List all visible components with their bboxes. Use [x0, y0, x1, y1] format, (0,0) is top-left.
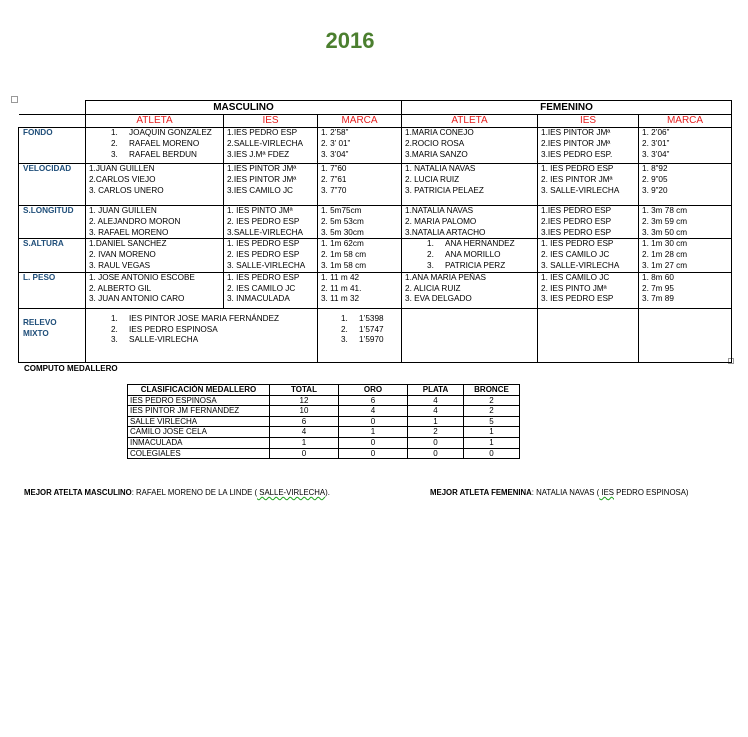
- list-number: 1.: [111, 313, 118, 323]
- school-name: 2. IES PINTO JMª: [541, 283, 607, 293]
- male-athletes-cell: [86, 128, 224, 164]
- school-name: 3.IES J.Mª FDEZ: [227, 149, 290, 159]
- mark-value: 1’5747: [359, 324, 384, 334]
- mark-value: 1. 2’58”: [321, 128, 349, 137]
- school-name: COLEGIALES: [128, 448, 270, 459]
- female-marks-cell: [639, 239, 732, 272]
- athlete-name: 1. NATALIA NAVAS: [405, 164, 476, 173]
- school-name: 1. IES PEDRO ESP: [227, 272, 300, 282]
- gold-value: 0: [339, 416, 408, 427]
- male-athletes-cell: [86, 272, 224, 308]
- event-name: S.LONGITUD: [19, 206, 86, 239]
- school-name: 2.IES PINTOR JMª: [227, 174, 297, 184]
- silver-value: 2: [408, 427, 464, 438]
- athlete-name: 3. PATRICIA PELAEZ: [405, 185, 484, 195]
- mark-value: 2. 7”61: [321, 174, 347, 184]
- relay-marks-cell: [318, 308, 402, 362]
- gold-value: 0: [339, 437, 408, 448]
- bronze-value: 1: [464, 437, 520, 448]
- school-name: 3. SALLE-VIRLECHA: [541, 185, 620, 195]
- mark-value: 2. 1m 28 cm: [642, 250, 688, 260]
- team-name: SALLE-VIRLECHA: [129, 335, 199, 345]
- male-schools-cell: [224, 239, 318, 272]
- list-number: 1.: [111, 128, 118, 137]
- list-number: 2.: [341, 324, 348, 334]
- female-athletes-cell: [402, 206, 538, 239]
- female-marks-cell: [639, 272, 732, 308]
- athlete-name: RAFAEL BERDUN: [129, 149, 197, 159]
- mark-value: 2. 9”05: [642, 174, 668, 184]
- athlete-name: RAFAEL MORENO: [129, 138, 200, 148]
- athlete-name: JOAQUIN GONZALEZ: [129, 128, 212, 137]
- mark-value: 1. 2’06”: [642, 128, 670, 137]
- mark-value: 2. 3m 59 cm: [642, 216, 688, 226]
- female-schools-cell: [538, 128, 639, 164]
- school-name: 1. IES CAMILO JC: [541, 272, 610, 282]
- mark-value: 3. 3’04”: [642, 149, 670, 159]
- best-male-text: : RAFAEL MORENO DE LA LINDE (: [131, 488, 258, 497]
- event-row-relevo: [19, 308, 732, 362]
- event-name: L. PESO: [19, 272, 86, 308]
- school-name: 1.IES PEDRO ESP: [541, 206, 612, 215]
- school-name: 1. IES PINTO JMª: [227, 206, 293, 215]
- school-name: 3.IES CAMILO JC: [227, 185, 293, 195]
- mark-value: 2. 5m 53cm: [321, 216, 364, 226]
- athlete-name: PATRICIA PERZ: [445, 260, 506, 270]
- school-name: 3. IES PEDRO ESP: [541, 294, 614, 304]
- athlete-name: 3.MARIA SANZO: [405, 149, 468, 159]
- mark-value: 1. 3m 78 cm: [642, 206, 688, 215]
- mark-value: 2. 1m 58 cm: [321, 250, 367, 260]
- male-schools-cell: [224, 128, 318, 164]
- athlete-name: 2. ALBERTO GIL: [89, 283, 152, 293]
- table-row: [128, 406, 520, 417]
- gold-value: 6: [339, 395, 408, 406]
- mark-value: 1. 11 m 42: [321, 272, 360, 282]
- bronze-value: 0: [464, 448, 520, 459]
- school-name: 3.IES PEDRO ESP: [541, 227, 612, 237]
- female-athletes-cell: [402, 239, 538, 272]
- male-marks-cell: [318, 206, 402, 239]
- silver-value: 0: [408, 437, 464, 448]
- event-row-altura: [19, 239, 732, 272]
- table-row: [128, 448, 520, 459]
- event-name: VELOCIDAD: [19, 164, 86, 206]
- male-marks-cell: [318, 239, 402, 272]
- bronze-value: 1: [464, 427, 520, 438]
- athlete-name: 2. LUCIA RUIZ: [405, 174, 460, 184]
- athlete-name: 1.NATALIA NAVAS: [405, 206, 474, 215]
- list-number: 3.: [427, 260, 434, 270]
- mark-value: 3. 1m 27 cm: [642, 260, 688, 270]
- school-name: 2. IES CAMILO JC: [227, 283, 296, 293]
- school-name: 1. IES PEDRO ESP: [541, 239, 614, 249]
- header-row-columns: [19, 115, 732, 128]
- best-male-athlete: [24, 488, 330, 497]
- athlete-name: 2.ROCIO ROSA: [405, 138, 465, 148]
- empty-cell: [639, 308, 732, 362]
- list-number: 2.: [111, 138, 118, 148]
- mark-value: 3. 1m 58 cm: [321, 260, 367, 270]
- school-name: INMACULADA: [128, 437, 270, 448]
- athlete-name: 2.CARLOS VIEJO: [89, 174, 156, 184]
- athlete-name: 1.JUAN GUILLEN: [89, 164, 155, 173]
- school-name: 1.IES PINTOR JMª: [227, 164, 297, 173]
- mark-value: 1’5970: [359, 335, 384, 345]
- school-name: IES PEDRO ESPINOSA: [128, 395, 270, 406]
- total-value: 0: [270, 448, 339, 459]
- athlete-name: 1.ANA MARIA PEÑAS: [405, 272, 487, 282]
- event-row-fondo: [19, 128, 732, 164]
- list-number: 2.: [427, 250, 434, 260]
- male-schools-cell: [224, 164, 318, 206]
- school-name: 3.IES PEDRO ESP.: [541, 149, 613, 159]
- event-name: FONDO: [19, 128, 86, 164]
- athlete-name: 2. MARIA PALOMO: [405, 216, 477, 226]
- silver-value: 1: [408, 416, 464, 427]
- school-name: 1.IES PEDRO ESP: [227, 128, 298, 137]
- header-male-school: IES: [224, 115, 318, 128]
- silver-value: 4: [408, 406, 464, 417]
- total-value: 6: [270, 416, 339, 427]
- relay-name-line2: MIXTO: [23, 328, 49, 338]
- school-name: 2.IES PINTOR JMª: [541, 138, 611, 148]
- medal-table-title: COMPUTO MEDALLERO: [24, 364, 118, 373]
- best-female-text-end: PEDRO ESPINOSA): [613, 488, 689, 497]
- best-male-text-end: ).: [325, 488, 330, 497]
- column-header: ORO: [339, 385, 408, 396]
- female-marks-cell: [639, 164, 732, 206]
- header-blank: [19, 101, 86, 115]
- total-value: 1: [270, 437, 339, 448]
- male-marks-cell: [318, 272, 402, 308]
- female-schools-cell: [538, 272, 639, 308]
- female-marks-cell: [639, 206, 732, 239]
- header-male-athlete: ATLETA: [86, 115, 224, 128]
- event-name: S.ALTURA: [19, 239, 86, 272]
- male-marks-cell: [318, 164, 402, 206]
- athlete-name: 3. RAFAEL MORENO: [89, 227, 169, 237]
- athlete-name: 1. JOSE ANTONIO ESCOBE: [89, 272, 195, 282]
- mark-value: 2. 7m 95: [642, 283, 674, 293]
- female-athletes-cell: [402, 128, 538, 164]
- mark-value: 1. 7”60: [321, 164, 347, 173]
- mark-value: 2. 3’01”: [642, 138, 670, 148]
- athlete-name: 3. JUAN ANTONIO CARO: [89, 294, 185, 304]
- mark-value: 3. 3m 50 cm: [642, 227, 688, 237]
- column-header: TOTAL: [270, 385, 339, 396]
- best-female-text: : NATALIA NAVAS (: [531, 488, 600, 497]
- athlete-name: 1. JUAN GUILLEN: [89, 206, 157, 215]
- mark-value: 3. 11 m 32: [321, 294, 360, 304]
- event-row-velocidad: [19, 164, 732, 206]
- table-row: [128, 427, 520, 438]
- female-schools-cell: [538, 239, 639, 272]
- total-value: 10: [270, 406, 339, 417]
- athlete-name: 1.DANIEL SANCHEZ: [89, 239, 167, 249]
- male-marks-cell: [318, 128, 402, 164]
- school-name: 1.IES PINTOR JMª: [541, 128, 611, 137]
- event-name: [19, 308, 86, 362]
- mark-value: 1. 5m75cm: [321, 206, 362, 215]
- best-male-label: MEJOR ATELTA MASCULINO: [24, 488, 132, 497]
- medal-table: [127, 384, 520, 459]
- header-male: MASCULINO: [86, 101, 402, 115]
- athlete-name: 2. ALEJANDRO MORON: [89, 216, 181, 226]
- female-athletes-cell: [402, 272, 538, 308]
- athlete-name: ANA HERNANDEZ: [445, 239, 515, 249]
- female-athletes-cell: [402, 164, 538, 206]
- school-name: 2. IES PINTOR JMª: [541, 174, 613, 184]
- male-schools-cell: [224, 206, 318, 239]
- empty-cell: [402, 308, 538, 362]
- mark-value: 3. 9”20: [642, 185, 668, 195]
- header-female-mark: MARCA: [639, 115, 732, 128]
- mark-value: 2. 11 m 41.: [321, 283, 362, 293]
- mark-value: 3. 7m 89: [642, 294, 674, 304]
- athlete-name: 2. ALICIA RUIZ: [405, 283, 461, 293]
- school-name: 2.SALLE-VIRLECHA: [227, 138, 303, 148]
- results-table: [18, 100, 732, 363]
- best-female-school: IES: [599, 488, 614, 497]
- male-athletes-cell: [86, 239, 224, 272]
- list-number: 1.: [427, 239, 434, 249]
- school-name: SALLE VIRLECHA: [128, 416, 270, 427]
- empty-cell: [538, 308, 639, 362]
- total-value: 12: [270, 395, 339, 406]
- mark-value: 1. 8m 60: [642, 272, 674, 282]
- athlete-name: 3. EVA DELGADO: [405, 294, 472, 304]
- list-number: 1.: [341, 313, 348, 323]
- female-marks-cell: [639, 128, 732, 164]
- team-name: IES PINTOR JOSE MARIA FERNÁNDEZ: [129, 313, 279, 323]
- school-name: 3. SALLE-VIRLECHA: [541, 260, 620, 270]
- header-female-school: IES: [538, 115, 639, 128]
- header-row-gender: [19, 101, 732, 115]
- school-name: 3. INMACULADA: [227, 294, 290, 304]
- gold-value: 1: [339, 427, 408, 438]
- athlete-name: 3. RAUL VEGAS: [89, 260, 151, 270]
- silver-value: 0: [408, 448, 464, 459]
- column-header: PLATA: [408, 385, 464, 396]
- event-row-longitud: [19, 206, 732, 239]
- athlete-name: 1.MARIA CONEJO: [405, 128, 474, 137]
- bronze-value: 2: [464, 395, 520, 406]
- athlete-name: ANA MORILLO: [445, 250, 501, 260]
- gold-value: 4: [339, 406, 408, 417]
- list-number: 3.: [341, 335, 348, 345]
- athlete-name: 2. IVAN MORENO: [89, 250, 156, 260]
- event-row-peso: [19, 272, 732, 308]
- best-female-athlete: [430, 488, 689, 497]
- school-name: 2. IES CAMILO JC: [541, 250, 610, 260]
- table-row: [128, 437, 520, 448]
- male-schools-cell: [224, 272, 318, 308]
- school-name: 2. IES PEDRO ESP: [227, 250, 300, 260]
- school-name: 2.IES PEDRO ESP: [541, 216, 612, 226]
- column-header: BRONCE: [464, 385, 520, 396]
- list-number: 3.: [111, 149, 118, 159]
- school-name: 2. IES PEDRO ESP: [227, 216, 300, 226]
- athlete-name: 3. CARLOS UNERO: [89, 185, 164, 195]
- relay-teams-cell: [86, 308, 318, 362]
- mark-value: 1’5398: [359, 313, 384, 323]
- mark-value: 1. 8”92: [642, 164, 668, 173]
- page-title: 2016: [325, 28, 375, 53]
- school-name: 3.SALLE-VIRLECHA: [227, 227, 303, 237]
- best-female-label: MEJOR ATLETA FEMENINA: [430, 488, 532, 497]
- school-name: IES PINTOR JM FERNANDEZ: [128, 406, 270, 417]
- column-header: CLASIFICACIÓN MEDALLERO: [128, 385, 270, 396]
- mark-value: 3. 7”70: [321, 185, 347, 195]
- medal-header-row: [128, 385, 520, 396]
- female-schools-cell: [538, 164, 639, 206]
- header-male-mark: MARCA: [318, 115, 402, 128]
- mark-value: 3. 3’04”: [321, 149, 349, 159]
- bronze-value: 5: [464, 416, 520, 427]
- mark-value: 1. 1m 62cm: [321, 239, 364, 249]
- relay-name-line1: RELEVO: [23, 317, 57, 327]
- team-name: IES PEDRO ESPINOSA: [129, 324, 218, 334]
- mark-value: 1. 1m 30 cm: [642, 239, 688, 249]
- mark-value: 3. 5m 30cm: [321, 227, 364, 237]
- header-female: FEMENINO: [402, 101, 732, 115]
- header-blank: [19, 115, 86, 128]
- school-name: 1. IES PEDRO ESP: [227, 239, 300, 249]
- table-anchor-icon[interactable]: [11, 96, 18, 103]
- header-female-athlete: ATLETA: [402, 115, 538, 128]
- male-athletes-cell: [86, 164, 224, 206]
- school-name: 1. IES PEDRO ESP: [541, 164, 614, 173]
- school-name: CAMILO JOSE CELA: [128, 427, 270, 438]
- mark-value: 2. 3’ 01”: [321, 138, 351, 148]
- list-number: 3.: [111, 335, 118, 345]
- bronze-value: 2: [464, 406, 520, 417]
- table-row: [128, 416, 520, 427]
- gold-value: 0: [339, 448, 408, 459]
- total-value: 4: [270, 427, 339, 438]
- best-male-school: SALLE-VIRLECHA: [257, 488, 326, 497]
- silver-value: 4: [408, 395, 464, 406]
- list-number: 2.: [111, 324, 118, 334]
- male-athletes-cell: [86, 206, 224, 239]
- school-name: 3. SALLE-VIRLECHA: [227, 260, 306, 270]
- table-row: [128, 395, 520, 406]
- female-schools-cell: [538, 206, 639, 239]
- athlete-name: 3.NATALIA ARTACHO: [405, 227, 486, 237]
